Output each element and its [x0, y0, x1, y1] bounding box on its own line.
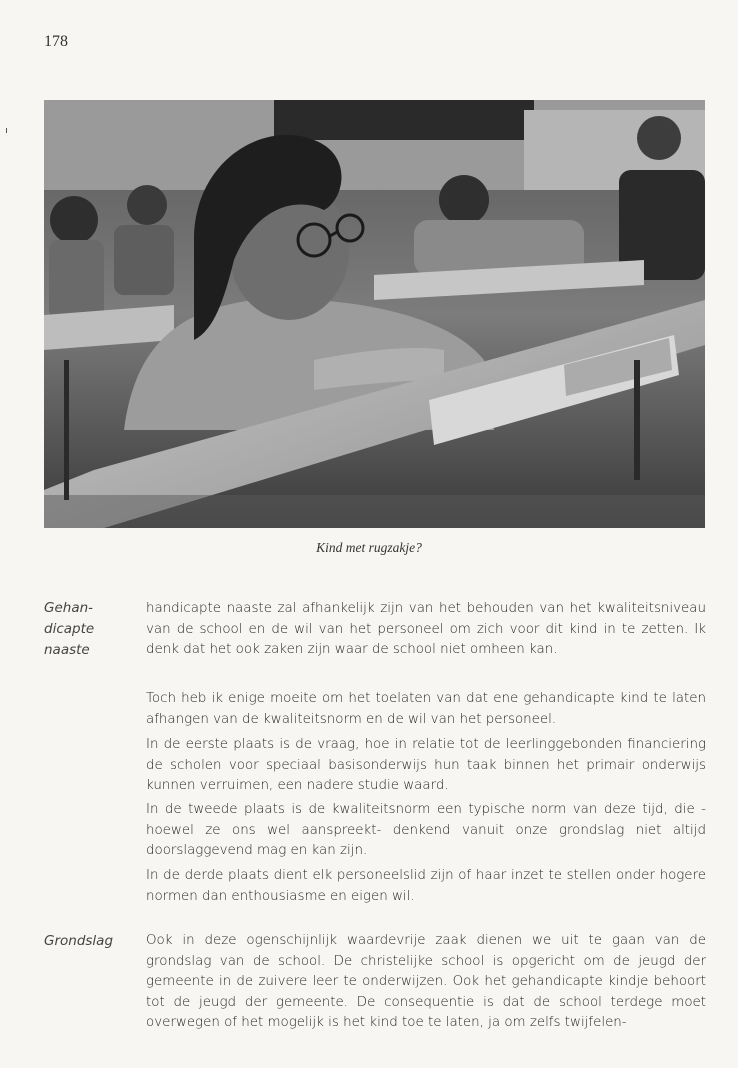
- classroom-photo: [44, 100, 705, 528]
- page-number: 178: [44, 33, 68, 50]
- paragraph-5: In de derde plaats dient elk personeelslid zijn of haar inzet te stellen onder hogere normen dan enthousiasme en eigen wil.: [146, 868, 706, 904]
- paragraph-1: handicapte naaste zal afhankelijk zijn van het behouden van het kwaliteitsniveau van de school en de wil van het personeel om zich voor dit kind in te zetten. Ik denk dat het ook zaken zijn waar de school niet omheen kan.: [146, 601, 706, 657]
- margin-note-grondslag: Grondslag: [44, 933, 114, 949]
- paragraph-6: Ook in deze ogenschijnlijk waardevrije zaak dienen we uit te gaan van de grondslag van de school. De christelijke school is opgericht om de jeugd der gemeente in de zuivere leer te onderwijzen. Ook het gehandicapte kindje behoort tot de jeugd der gemeente. De consequentie is dat de school terdege moet overwegen of het mogelijk is het kind toe te laten, ja om zelfs twijfelen-: [146, 933, 706, 1030]
- paragraph-4: In de tweede plaats is de kwaliteitsnorm een typische norm van deze tijd, die -hoewel ze ons wel aanspreekt- denkend vanuit onze grondslag niet altijd doorslaggevend mag en kan zijn.: [146, 802, 706, 858]
- margin-note-line: naaste: [44, 642, 90, 658]
- paragraph-3: In de eerste plaats is de vraag, hoe in relatie tot de leerlinggebonden financiering de scholen voor speciaal basisonderwijs hun taak binnen het primair onderwijs kunnen verruimen, een nadere studie waard.: [146, 737, 706, 793]
- margin-note-line: Gehan-: [44, 600, 94, 616]
- margin-note-gehandicapte: [44, 598, 136, 661]
- margin-mark: [6, 128, 7, 133]
- photo-caption: Kind met rugzakje?: [316, 540, 422, 555]
- paragraph-2: Toch heb ik enige moeite om het toelaten van dat ene gehandicapte kind te laten afhangen van de kwaliteitsnorm en de wil van het personeel.: [146, 691, 706, 727]
- margin-note-line: dicapte: [44, 621, 95, 637]
- photo-illustration: [44, 100, 705, 528]
